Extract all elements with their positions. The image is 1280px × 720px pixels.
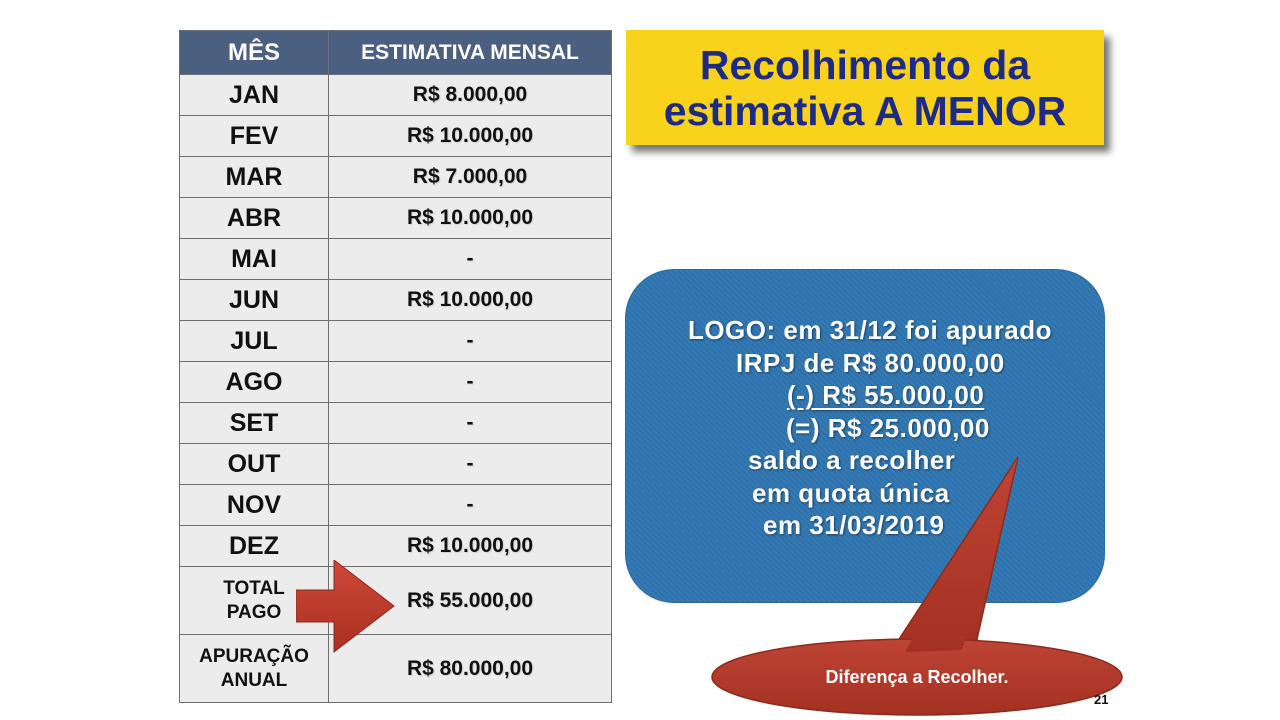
estimate-cell: -	[329, 362, 612, 403]
estimate-cell: R$ 7.000,00	[329, 157, 612, 198]
header-estimate: ESTIMATIVA MENSAL	[329, 31, 612, 75]
month-cell: MAI	[180, 239, 329, 280]
info-line-1: LOGO: em 31/12 foi apurado	[687, 315, 1053, 345]
estimate-cell: R$ 10.000,00	[329, 526, 612, 567]
info-line-4: (=) R$ 25.000,00	[786, 412, 990, 443]
month-cell: FEV	[180, 116, 329, 157]
total-label-line2: PAGO	[226, 601, 282, 623]
annual-label-line1: APURAÇÃO	[199, 645, 309, 667]
annual-value: R$ 80.000,00	[329, 635, 612, 703]
info-line-5: saldo a recolher	[748, 445, 956, 475]
month-cell: AGO	[180, 362, 329, 403]
estimate-cell: -	[329, 239, 612, 280]
annual-label-line2: ANUAL	[220, 669, 288, 691]
header-month: MÊS	[180, 31, 329, 75]
month-cell: JUN	[180, 280, 329, 321]
estimate-cell: -	[329, 444, 612, 485]
estimate-cell: R$ 8.000,00	[329, 75, 612, 116]
info-line-7: em 31/03/2019	[763, 510, 945, 540]
month-cell: ABR	[180, 198, 329, 239]
title-line1: Recolhimento da	[699, 41, 1031, 88]
info-callout-text	[640, 314, 1100, 542]
month-cell: DEZ	[180, 526, 329, 567]
month-cell: NOV	[180, 485, 329, 526]
difference-callout-label: Diferença a Recolher.	[825, 667, 1009, 687]
month-cell: SET	[180, 403, 329, 444]
total-label-line1: TOTAL	[223, 577, 285, 599]
estimate-cell: -	[329, 321, 612, 362]
estimate-cell: R$ 10.000,00	[329, 280, 612, 321]
total-value: R$ 55.000,00	[329, 567, 612, 635]
estimate-cell: R$ 10.000,00	[329, 116, 612, 157]
info-line-3-text: (-) R$ 55.000,00	[787, 380, 985, 410]
info-line-6: em quota única	[752, 477, 950, 508]
month-cell: MAR	[180, 157, 329, 198]
estimate-cell: -	[329, 485, 612, 526]
title-line2: estimativa A MENOR	[663, 87, 1067, 134]
page-number: 21	[1094, 692, 1109, 707]
month-cell: OUT	[180, 444, 329, 485]
month-cell: JUL	[180, 321, 329, 362]
estimate-cell: R$ 10.000,00	[329, 198, 612, 239]
info-line-3	[640, 379, 1100, 412]
info-line-2: IRPJ de R$ 80.000,00	[736, 347, 1005, 378]
estimate-cell: -	[329, 403, 612, 444]
month-cell: JAN	[180, 75, 329, 116]
